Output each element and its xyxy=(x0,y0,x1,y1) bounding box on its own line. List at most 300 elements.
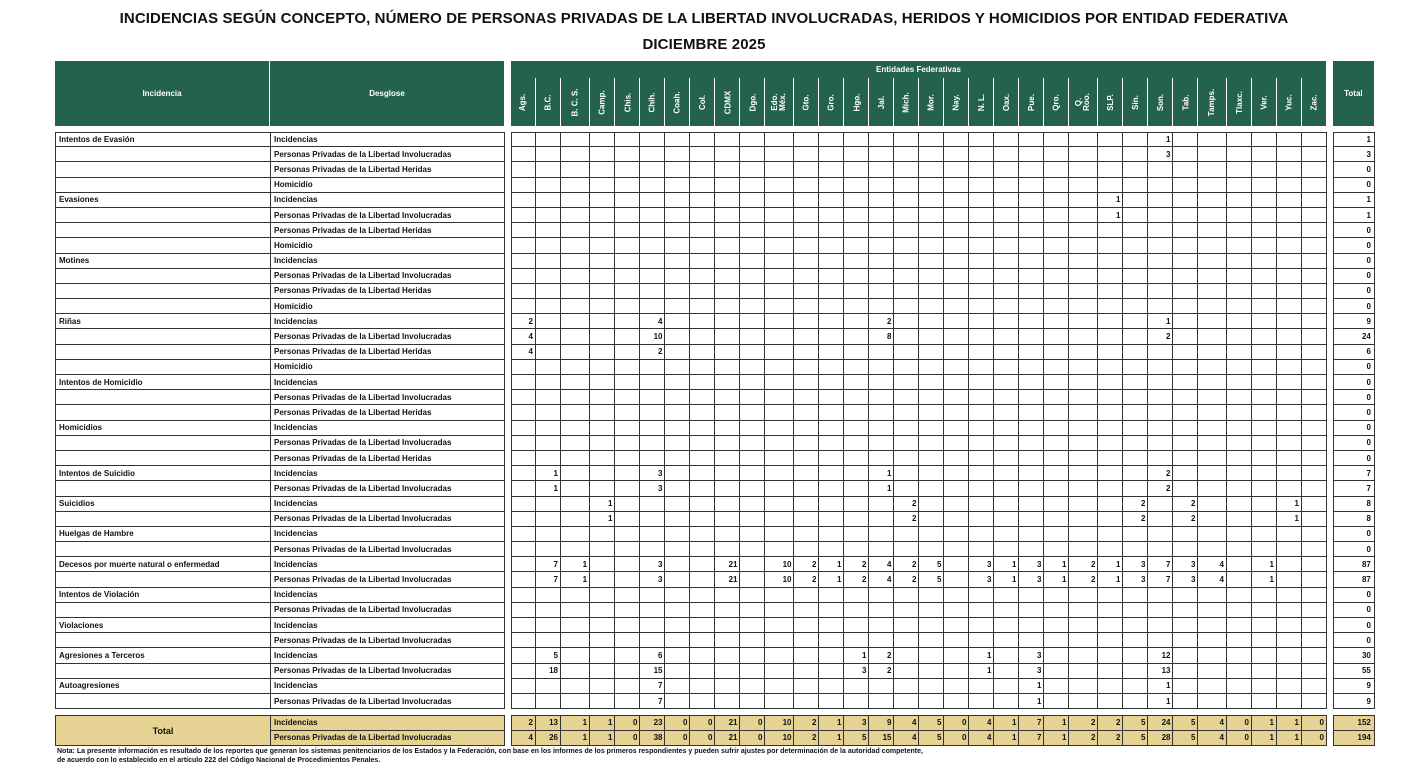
value-cell-b-c xyxy=(536,178,561,193)
state-header-mich xyxy=(894,78,919,126)
value-cell-ags xyxy=(511,147,536,162)
value-cell-jal xyxy=(869,603,894,618)
value-cell-n-l xyxy=(969,162,994,177)
value-cell-tamps xyxy=(1198,527,1226,542)
value-cell-gto xyxy=(794,451,819,466)
value-cell-gro xyxy=(819,329,844,344)
value-cell-coah xyxy=(665,375,690,390)
value-cell-sin xyxy=(1123,603,1148,618)
value-cell-ver: 1 xyxy=(1252,572,1277,587)
state-header-label: Coah. xyxy=(672,90,682,114)
value-cell-oax xyxy=(994,481,1019,496)
state-header-label: Camp. xyxy=(597,89,607,115)
value-cell-ags xyxy=(511,360,536,375)
value-cell-tamps xyxy=(1198,147,1226,162)
value-cell-tlaxc xyxy=(1227,299,1252,314)
value-cell-chih xyxy=(640,254,665,269)
value-cell-oax xyxy=(994,497,1019,512)
value-cell-jal xyxy=(869,421,894,436)
value-cell-hgo: 3 xyxy=(844,664,869,679)
value-cell-qro xyxy=(1044,542,1069,557)
value-cell-nay xyxy=(944,648,969,663)
value-cell-b-c-s xyxy=(561,223,590,238)
value-cell-tlaxc xyxy=(1227,451,1252,466)
state-header-label: Chis. xyxy=(622,92,632,112)
value-cell-mor xyxy=(919,497,944,512)
value-cell-hgo xyxy=(844,679,869,694)
value-cell-gto xyxy=(794,299,819,314)
value-cell-coah xyxy=(665,497,690,512)
value-cell-chis xyxy=(615,162,640,177)
row-total-cell: 0 xyxy=(1333,178,1375,193)
value-cell-coah xyxy=(665,436,690,451)
value-cell-col xyxy=(690,208,715,223)
value-cell-ags xyxy=(511,132,536,147)
value-cell-col xyxy=(690,633,715,648)
value-cell-zac xyxy=(1302,329,1327,344)
value-cell-tab xyxy=(1173,451,1198,466)
value-cell-sin xyxy=(1123,664,1148,679)
value-cell-gro xyxy=(819,405,844,420)
value-cell-tab xyxy=(1173,588,1198,603)
value-cell-edo-mex xyxy=(765,162,794,177)
incidencia-cell xyxy=(55,299,270,314)
value-cell-slp: 1 xyxy=(1098,208,1123,223)
value-cell-tamps xyxy=(1198,542,1226,557)
row-total-cell: 9 xyxy=(1333,679,1375,694)
total-value-cell-nay: 0 xyxy=(944,731,969,747)
value-cell-zac xyxy=(1302,238,1327,253)
table-row xyxy=(55,345,1375,360)
value-cell-son xyxy=(1148,345,1173,360)
total-value-cell-col: 0 xyxy=(690,715,715,731)
value-cell-camp xyxy=(590,299,615,314)
value-cell-mor: 5 xyxy=(919,557,944,572)
value-cell-tlaxc xyxy=(1227,603,1252,618)
value-cell-tlaxc xyxy=(1227,223,1252,238)
value-cell-chis xyxy=(615,679,640,694)
value-cell-qro xyxy=(1044,694,1069,709)
value-cell-qro xyxy=(1044,193,1069,208)
value-cell-mich xyxy=(894,648,919,663)
value-cell-camp xyxy=(590,633,615,648)
value-cell-son xyxy=(1148,178,1173,193)
incidencia-cell: Intentos de Violación xyxy=(55,588,270,603)
value-cell-ver xyxy=(1252,694,1277,709)
total-value-cell-chih: 23 xyxy=(640,715,665,731)
row-total-cell: 6 xyxy=(1333,345,1375,360)
value-cell-edo-mex: 10 xyxy=(765,572,794,587)
value-cell-edo-mex xyxy=(765,193,794,208)
value-cell-chis xyxy=(615,254,640,269)
desglose-cell: Incidencias xyxy=(270,618,505,633)
value-cell-mich xyxy=(894,238,919,253)
value-cell-col xyxy=(690,147,715,162)
state-header-jal xyxy=(869,78,894,126)
value-cell-gto xyxy=(794,345,819,360)
value-cell-coah xyxy=(665,147,690,162)
table-row xyxy=(55,314,1375,329)
value-cell-gto xyxy=(794,497,819,512)
value-cell-n-l xyxy=(969,223,994,238)
state-header-label: N. L. xyxy=(976,93,986,111)
value-cell-yuc xyxy=(1277,299,1302,314)
value-cell-tlaxc xyxy=(1227,162,1252,177)
value-cell-qro xyxy=(1044,603,1069,618)
value-cell-mich xyxy=(894,329,919,344)
value-cell-b-c-s: 1 xyxy=(561,572,590,587)
value-cell-b-c-s xyxy=(561,284,590,299)
value-cell-son xyxy=(1148,497,1173,512)
value-cell-oax xyxy=(994,390,1019,405)
value-cell-cdmx xyxy=(715,512,740,527)
value-cell-n-l xyxy=(969,451,994,466)
total-value-cell-slp: 2 xyxy=(1098,715,1123,731)
value-cell-cdmx: 21 xyxy=(715,557,740,572)
value-cell-edo-mex xyxy=(765,421,794,436)
value-cell-jal xyxy=(869,269,894,284)
value-cell-n-l xyxy=(969,405,994,420)
value-cell-coah xyxy=(665,193,690,208)
value-cell-gro xyxy=(819,603,844,618)
value-cell-oax xyxy=(994,238,1019,253)
state-header-pue xyxy=(1019,78,1044,126)
value-cell-tab xyxy=(1173,633,1198,648)
value-cell-dgo xyxy=(740,694,765,709)
desglose-cell: Incidencias xyxy=(270,497,505,512)
value-cell-yuc: 1 xyxy=(1277,512,1302,527)
value-cell-q-roo xyxy=(1069,178,1098,193)
value-cell-edo-mex xyxy=(765,238,794,253)
value-cell-mich xyxy=(894,254,919,269)
value-cell-tab xyxy=(1173,223,1198,238)
value-cell-tab: 3 xyxy=(1173,572,1198,587)
value-cell-jal xyxy=(869,436,894,451)
value-cell-gto xyxy=(794,436,819,451)
total-value-cell-nay: 0 xyxy=(944,715,969,731)
row-total-cell: 9 xyxy=(1333,694,1375,709)
table-row xyxy=(55,633,1375,648)
value-cell-tamps xyxy=(1198,633,1226,648)
value-cell-oax xyxy=(994,299,1019,314)
value-cell-camp xyxy=(590,572,615,587)
value-cell-yuc xyxy=(1277,436,1302,451)
value-cell-cdmx xyxy=(715,497,740,512)
value-cell-qro xyxy=(1044,436,1069,451)
value-cell-q-roo xyxy=(1069,679,1098,694)
value-cell-col xyxy=(690,345,715,360)
value-cell-tlaxc xyxy=(1227,542,1252,557)
value-cell-zac xyxy=(1302,269,1327,284)
value-cell-pue xyxy=(1019,223,1044,238)
value-cell-tlaxc xyxy=(1227,557,1252,572)
value-cell-edo-mex xyxy=(765,269,794,284)
row-total-cell: 0 xyxy=(1333,633,1375,648)
value-cell-chis xyxy=(615,345,640,360)
value-cell-chih xyxy=(640,223,665,238)
value-cell-tlaxc xyxy=(1227,193,1252,208)
value-cell-col xyxy=(690,421,715,436)
value-cell-sin xyxy=(1123,178,1148,193)
value-cell-son xyxy=(1148,238,1173,253)
value-cell-gro xyxy=(819,299,844,314)
row-total-cell: 87 xyxy=(1333,572,1375,587)
value-cell-n-l xyxy=(969,147,994,162)
value-cell-zac xyxy=(1302,208,1327,223)
row-total-cell: 0 xyxy=(1333,299,1375,314)
incidencia-cell xyxy=(55,284,270,299)
value-cell-gto xyxy=(794,390,819,405)
state-header-col xyxy=(690,78,715,126)
value-cell-edo-mex xyxy=(765,694,794,709)
value-cell-yuc xyxy=(1277,679,1302,694)
value-cell-edo-mex xyxy=(765,299,794,314)
value-cell-cdmx xyxy=(715,664,740,679)
value-cell-tab xyxy=(1173,527,1198,542)
value-cell-b-c-s xyxy=(561,512,590,527)
value-cell-hgo xyxy=(844,360,869,375)
state-header-label: Gro. xyxy=(826,93,836,111)
value-cell-yuc xyxy=(1277,572,1302,587)
value-cell-qro xyxy=(1044,497,1069,512)
value-cell-nay xyxy=(944,284,969,299)
value-cell-b-c-s xyxy=(561,436,590,451)
value-cell-b-c: 1 xyxy=(536,481,561,496)
value-cell-pue xyxy=(1019,588,1044,603)
value-cell-son: 2 xyxy=(1148,466,1173,481)
value-cell-ver xyxy=(1252,329,1277,344)
value-cell-zac xyxy=(1302,572,1327,587)
value-cell-sin xyxy=(1123,542,1148,557)
value-cell-sin xyxy=(1123,436,1148,451)
state-header-son xyxy=(1148,78,1173,126)
value-cell-sin xyxy=(1123,633,1148,648)
state-header-b-c xyxy=(536,78,561,126)
value-cell-nay xyxy=(944,269,969,284)
table-row xyxy=(55,178,1375,193)
value-cell-son xyxy=(1148,527,1173,542)
value-cell-n-l xyxy=(969,375,994,390)
value-cell-hgo xyxy=(844,314,869,329)
value-cell-ags xyxy=(511,481,536,496)
value-cell-sin xyxy=(1123,390,1148,405)
value-cell-oax xyxy=(994,421,1019,436)
value-cell-tamps xyxy=(1198,618,1226,633)
value-cell-n-l xyxy=(969,329,994,344)
value-cell-zac xyxy=(1302,132,1327,147)
value-cell-zac xyxy=(1302,299,1327,314)
value-cell-ver xyxy=(1252,542,1277,557)
value-cell-q-roo: 2 xyxy=(1069,572,1098,587)
value-cell-oax xyxy=(994,542,1019,557)
value-cell-b-c xyxy=(536,421,561,436)
value-cell-mich xyxy=(894,588,919,603)
value-cell-ver xyxy=(1252,481,1277,496)
value-cell-gro xyxy=(819,648,844,663)
value-cell-tab xyxy=(1173,421,1198,436)
state-header-n-l xyxy=(969,78,994,126)
row-total-cell: 24 xyxy=(1333,329,1375,344)
value-cell-nay xyxy=(944,162,969,177)
value-cell-ags: 4 xyxy=(511,329,536,344)
row-total-cell: 0 xyxy=(1333,375,1375,390)
value-cell-mor xyxy=(919,238,944,253)
value-cell-son xyxy=(1148,390,1173,405)
state-header-label: Tlaxc. xyxy=(1234,90,1244,114)
total-row xyxy=(55,715,1375,731)
value-cell-ags xyxy=(511,648,536,663)
state-header-oax xyxy=(994,78,1019,126)
value-cell-son: 13 xyxy=(1148,664,1173,679)
row-total-cell: 1 xyxy=(1333,193,1375,208)
value-cell-qro xyxy=(1044,360,1069,375)
state-header-gro xyxy=(819,78,844,126)
total-value-cell-dgo: 0 xyxy=(740,715,765,731)
value-cell-nay xyxy=(944,572,969,587)
grand-total-cell: 152 xyxy=(1333,715,1375,731)
value-cell-qro xyxy=(1044,405,1069,420)
row-total-cell: 0 xyxy=(1333,451,1375,466)
value-cell-gro xyxy=(819,679,844,694)
value-cell-pue xyxy=(1019,436,1044,451)
value-cell-tamps xyxy=(1198,178,1226,193)
total-value-cell-gto: 2 xyxy=(794,731,819,747)
value-cell-oax xyxy=(994,208,1019,223)
value-cell-dgo xyxy=(740,345,765,360)
incidencia-cell: Violaciones xyxy=(55,618,270,633)
value-cell-slp xyxy=(1098,618,1123,633)
value-cell-col xyxy=(690,527,715,542)
row-total-cell: 7 xyxy=(1333,466,1375,481)
value-cell-tlaxc xyxy=(1227,466,1252,481)
value-cell-tlaxc xyxy=(1227,132,1252,147)
grand-total-cell: 194 xyxy=(1333,731,1375,747)
value-cell-pue xyxy=(1019,299,1044,314)
incidencia-cell: Intentos de Evasión xyxy=(55,132,270,147)
value-cell-son xyxy=(1148,603,1173,618)
value-cell-yuc: 1 xyxy=(1277,497,1302,512)
state-header-nay xyxy=(944,78,969,126)
value-cell-mor xyxy=(919,132,944,147)
value-cell-yuc xyxy=(1277,421,1302,436)
value-cell-b-c: 5 xyxy=(536,648,561,663)
state-header-label: Gto. xyxy=(801,94,811,110)
value-cell-ags xyxy=(511,421,536,436)
state-header-label: Ver. xyxy=(1259,94,1269,110)
value-cell-slp: 1 xyxy=(1098,572,1123,587)
value-cell-ags xyxy=(511,572,536,587)
value-cell-sin xyxy=(1123,527,1148,542)
value-cell-sin: 2 xyxy=(1123,497,1148,512)
value-cell-dgo xyxy=(740,572,765,587)
table-row xyxy=(55,238,1375,253)
value-cell-nay xyxy=(944,618,969,633)
row-total-cell: 0 xyxy=(1333,618,1375,633)
value-cell-qro xyxy=(1044,269,1069,284)
value-cell-coah xyxy=(665,405,690,420)
total-value-cell-b-c: 13 xyxy=(536,715,561,731)
value-cell-n-l xyxy=(969,436,994,451)
value-cell-gro xyxy=(819,512,844,527)
desglose-cell: Incidencias xyxy=(270,375,505,390)
value-cell-b-c-s xyxy=(561,238,590,253)
value-cell-tlaxc xyxy=(1227,572,1252,587)
value-cell-cdmx xyxy=(715,329,740,344)
value-cell-edo-mex xyxy=(765,284,794,299)
table-row xyxy=(55,284,1375,299)
value-cell-coah xyxy=(665,299,690,314)
value-cell-edo-mex xyxy=(765,345,794,360)
value-cell-son xyxy=(1148,284,1173,299)
value-cell-dgo xyxy=(740,451,765,466)
incidencia-cell xyxy=(55,694,270,709)
value-cell-ver xyxy=(1252,405,1277,420)
value-cell-ags xyxy=(511,542,536,557)
value-cell-pue: 3 xyxy=(1019,648,1044,663)
value-cell-chis xyxy=(615,223,640,238)
value-cell-mich xyxy=(894,178,919,193)
value-cell-hgo xyxy=(844,284,869,299)
value-cell-mor xyxy=(919,664,944,679)
value-cell-b-c xyxy=(536,284,561,299)
value-cell-edo-mex xyxy=(765,603,794,618)
desglose-cell: Personas Privadas de la Libertad Involucradas xyxy=(270,512,505,527)
total-value-cell-mor: 5 xyxy=(919,715,944,731)
value-cell-dgo xyxy=(740,162,765,177)
value-cell-col xyxy=(690,375,715,390)
row-total-cell: 0 xyxy=(1333,360,1375,375)
total-value-cell-qro: 1 xyxy=(1044,715,1069,731)
value-cell-son xyxy=(1148,451,1173,466)
value-cell-n-l: 1 xyxy=(969,664,994,679)
total-value-cell-hgo: 3 xyxy=(844,715,869,731)
value-cell-chih xyxy=(640,618,665,633)
value-cell-edo-mex xyxy=(765,497,794,512)
value-cell-mor xyxy=(919,633,944,648)
value-cell-b-c xyxy=(536,162,561,177)
value-cell-son xyxy=(1148,405,1173,420)
value-cell-q-roo xyxy=(1069,208,1098,223)
value-cell-slp xyxy=(1098,436,1123,451)
value-cell-n-l xyxy=(969,481,994,496)
value-cell-sin xyxy=(1123,254,1148,269)
value-cell-oax xyxy=(994,451,1019,466)
value-cell-n-l xyxy=(969,497,994,512)
value-cell-hgo xyxy=(844,588,869,603)
desglose-cell: Personas Privadas de la Libertad Heridas xyxy=(270,405,505,420)
value-cell-tlaxc xyxy=(1227,512,1252,527)
value-cell-camp xyxy=(590,603,615,618)
state-header-sin xyxy=(1123,78,1148,126)
value-cell-q-roo xyxy=(1069,254,1098,269)
value-cell-mich: 2 xyxy=(894,557,919,572)
value-cell-q-roo xyxy=(1069,618,1098,633)
incidencia-cell xyxy=(55,664,270,679)
desglose-cell: Personas Privadas de la Libertad Involucradas xyxy=(270,664,505,679)
value-cell-nay xyxy=(944,481,969,496)
incidencia-cell xyxy=(55,436,270,451)
total-value-cell-oax: 1 xyxy=(994,715,1019,731)
value-cell-nay xyxy=(944,588,969,603)
value-cell-mor xyxy=(919,178,944,193)
incidencia-cell xyxy=(55,512,270,527)
value-cell-ver xyxy=(1252,269,1277,284)
value-cell-yuc xyxy=(1277,481,1302,496)
value-cell-col xyxy=(690,254,715,269)
value-cell-dgo xyxy=(740,421,765,436)
value-cell-coah xyxy=(665,390,690,405)
value-cell-mich: 2 xyxy=(894,512,919,527)
